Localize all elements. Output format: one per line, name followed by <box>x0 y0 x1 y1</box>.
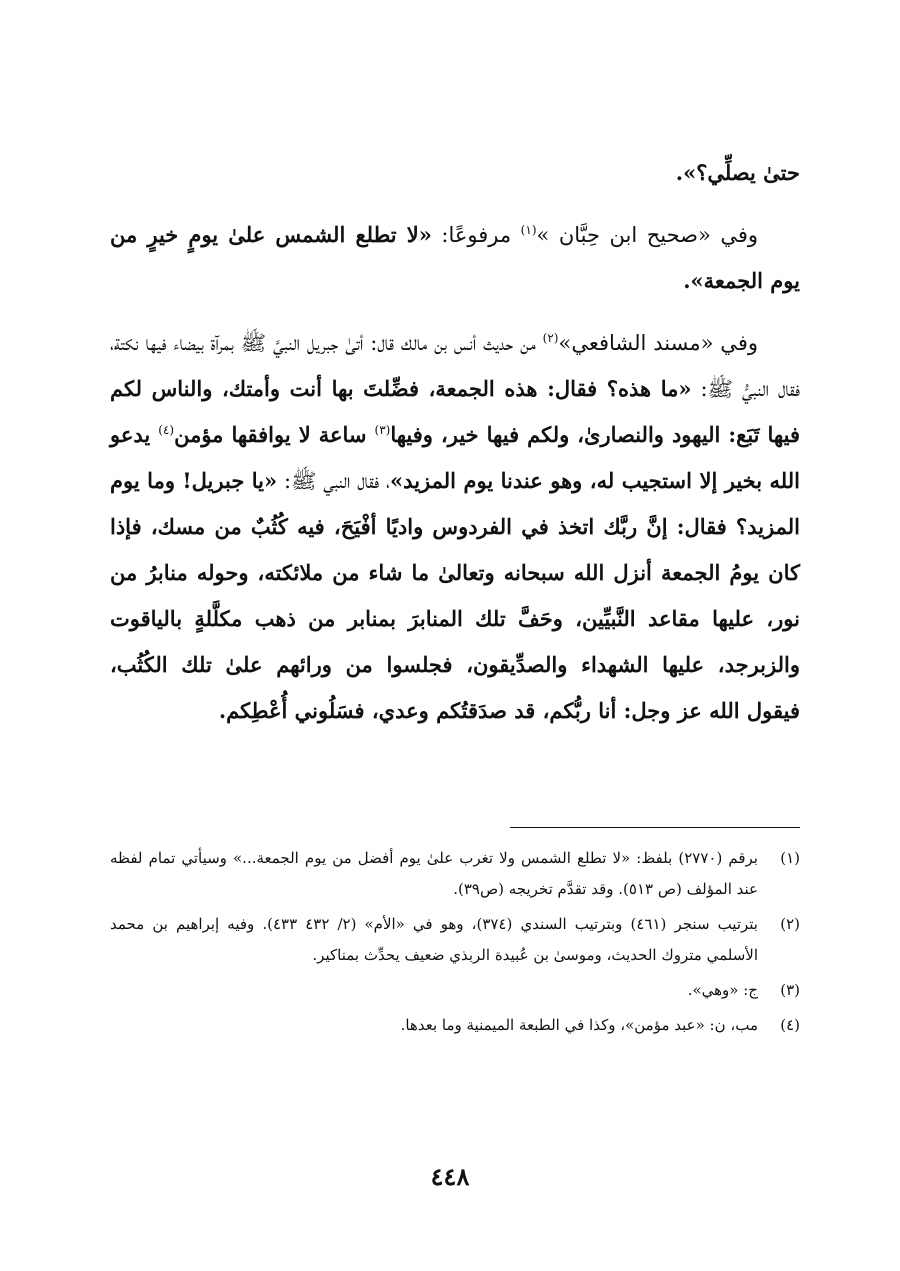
footnote-separator <box>510 827 800 828</box>
footnote-text: برقم (٢٧٧٠) بلفظ: «لا تطلع الشمس ولا تغرب علىٰ يوم أفضل من يوم الجمعة...» وسيأتي تمام لفظه عند المؤلف (ص ٥١٣). وقد تقدَّم تخريجه (ص٣٩). <box>110 849 758 898</box>
narration-text: ، فقال النبي ﷺ: <box>277 469 391 493</box>
footnote-ref-3: (٣) <box>374 423 391 437</box>
footnotes <box>110 843 800 1045</box>
hadith-text: «ما هذه؟ فقال: هذه الجمعة، فضِّلتَ بها أنت وأمتك، والناس لكم فيها تَبَع: اليهود والنصارىٰ، ولكم فيها خير، وفيها <box>110 376 800 447</box>
hadith-text: يدعو الله بخير إلا استجيب له، وهو عندنا يوم المزيد» <box>110 422 800 493</box>
footnote-ref-2: (٢) <box>542 331 559 345</box>
main-text <box>110 150 800 750</box>
hadith-text: «يا جبريل! وما يوم المزيد؟ فقال: إنَّ ربَّك اتخذ في الفردوس واديًا أفْيَحَ، فيه كُثُبٌ من مسك، فإذا كان يومُ الجمعة أنزل الله سبحانه وتعالىٰ ما شاء من ملائكته، وحوله منابرُ من نور، عليها مقاعد النَّبيِّين، وحَفَّ تلك المنابرَ بمنابر من ذهب مكلَّلةٍ بالياقوت والزبرجد، عليها الشهداء والصدِّيقون، فجلسوا من ورائهم علىٰ تلك الكُثُب، فيقول الله عز وجل: أنا ربُّكم، قد صدَقتُكم وعدي، فسَلُوني أُعْطِكم. <box>110 468 800 723</box>
footnote-text: مب، ن: «عبد مؤمن»، وكذا في الطبعة الميمنية وما بعدها. <box>400 1016 758 1034</box>
footnote-text: ج: «وهي». <box>687 981 758 999</box>
footnote-text: بترتيب سنجر (٤٦١) وبترتيب السندي (٣٧٤)، وهو في «الأم» (٢/ ٤٣٢ ٤٣٣). وفيه إبراهيم بن محمد الأسلمي متروك الحديث، وموسىٰ بن عُبيدة الربذي ضعيف يحدِّث بمناكير. <box>110 915 758 964</box>
hadith-text: «لا تطلع الشمس علىٰ يومٍ خيرٍ من يوم الجمعة». <box>110 222 800 293</box>
paragraph-continuation <box>110 150 800 196</box>
footnote-number: (٤) <box>780 1016 800 1034</box>
footnote-ref-1: (١) <box>520 223 537 237</box>
narration-word: مرفوعًا: <box>431 223 521 247</box>
hadith-text: ساعة لا يوافقها مؤمن <box>174 422 375 447</box>
footnote-item <box>110 843 800 905</box>
footnote-item <box>110 909 800 971</box>
paragraph-ibn-hibban <box>110 212 800 304</box>
footnote-item <box>110 1010 800 1041</box>
footnote-number: (٣) <box>780 981 800 999</box>
footnote-item <box>110 975 800 1006</box>
footnote-ref-4: (٤) <box>158 423 175 437</box>
paragraph-musnad-shafii <box>110 320 800 734</box>
source-title: وفي «مسند الشافعي» <box>558 331 758 355</box>
hadith-text: حتىٰ يصلِّي؟». <box>675 160 800 185</box>
footnote-number: (١) <box>780 849 800 867</box>
source-title: وفي «صحيح ابن حِبَّان » <box>536 223 759 247</box>
page-number: ٤٤٨ <box>430 1162 470 1191</box>
isnad-text: من حديث أنس بن مالك قال: أتىٰ جبريل النبيَّ ﷺ بمرآة بيضاء فيها نكتة، فقال النبيُّ ﷺ: <box>110 331 800 401</box>
footnote-number: (٢) <box>780 915 800 933</box>
